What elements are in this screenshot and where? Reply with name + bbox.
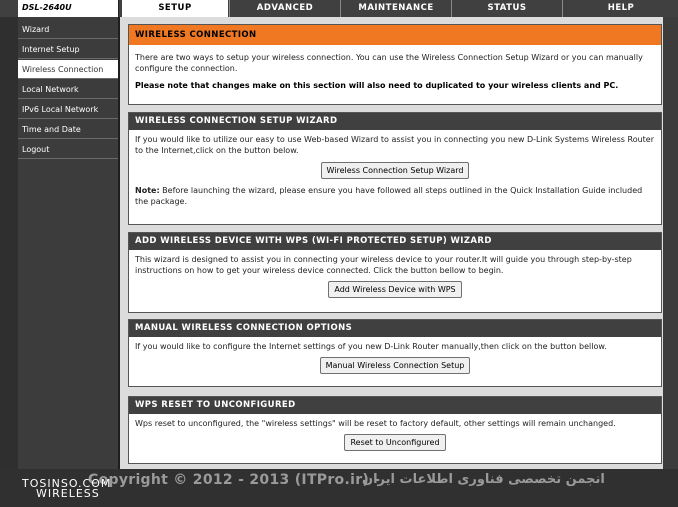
wps-wizard-section xyxy=(128,232,662,313)
note-label: Note: xyxy=(135,186,160,195)
tab-help[interactable]: HELP xyxy=(562,0,678,17)
left-frame-strip xyxy=(0,0,18,507)
manual-options-section xyxy=(128,319,662,387)
model-name: DSL-2640U xyxy=(22,3,72,12)
intro-text: There are two ways to setup your wireless connection. You can use the Wireless Connection Setup Wizard or you can manually configure the connection. xyxy=(135,53,643,73)
sidebar-item-wireless-connection[interactable]: Wireless Connection xyxy=(18,60,118,79)
sidebar-item-local-network[interactable]: Local Network xyxy=(18,80,118,99)
section-title: ADD WIRELESS DEVICE WITH WPS (WI-FI PROTECTED SETUP) WIZARD xyxy=(129,233,661,250)
tab-advanced[interactable]: ADVANCED xyxy=(229,0,340,17)
section-title: MANUAL WIRELESS CONNECTION OPTIONS xyxy=(129,320,661,337)
wireless-connection-setup-wizard-button[interactable]: Wireless Connection Setup Wizard xyxy=(321,162,470,179)
wps-reset-text: Wps reset to unconfigured, the "wireless settings" will be reset to factory default, other settings will remain unchanged. xyxy=(135,419,616,428)
wireless-connection-section xyxy=(128,24,662,105)
manual-wireless-connection-setup-button[interactable]: Manual Wireless Connection Setup xyxy=(320,357,471,374)
sidebar-item-logout[interactable]: Logout xyxy=(18,140,118,159)
wizard-note xyxy=(135,185,655,207)
right-frame-strip xyxy=(663,17,678,507)
sidebar-item-internet-setup[interactable]: Internet Setup xyxy=(18,40,118,59)
reset-to-unconfigured-button[interactable]: Reset to Unconfigured xyxy=(344,434,445,451)
setup-wizard-section xyxy=(128,112,662,225)
watermark-word: WIRELESS xyxy=(36,487,100,500)
model-label-box xyxy=(18,0,119,17)
tab-status[interactable]: STATUS xyxy=(451,0,562,17)
section-title: WIRELESS CONNECTION xyxy=(129,25,661,45)
tab-setup[interactable]: SETUP xyxy=(122,0,228,18)
footer-arabic-text: انجمن تخصصی فناوری اطلاعات ایران xyxy=(362,472,605,487)
wps-reset-section xyxy=(128,396,662,464)
watermark-site: TOSINSO.COM xyxy=(22,477,112,490)
section-title: WPS RESET TO UNCONFIGURED xyxy=(129,397,661,414)
note-text: Before launching the wizard, please ensure you have followed all steps outlined in the Quick Installation Guide included the package. xyxy=(135,186,643,206)
sidebar-item-time-and-date[interactable]: Time and Date xyxy=(18,120,118,139)
wps-text: This wizard is designed to assist you in connecting your wireless device to your router.It will guide you through step-by-step instructions on how to get your wireless device connected. Click the button bellow to begin. xyxy=(135,255,632,275)
sidebar xyxy=(18,17,120,469)
sidebar-item-wizard[interactable]: Wizard xyxy=(18,20,118,39)
sidebar-item-ipv6-local-network[interactable]: IPv6 Local Network xyxy=(18,100,118,119)
footer-copyright: Copyright © 2012 - 2013 (ITPro.ir) - xyxy=(88,472,381,488)
tab-maintenance[interactable]: MAINTENANCE xyxy=(340,0,451,17)
wizard-text: If you would like to utilize our easy to use Web-based Wizard to assist you in connecting you new D-Link Systems Wireless Router to the Internet,click on the button below. xyxy=(135,135,655,155)
manual-text: If you would like to configure the Internet settings of you new D-Link Router manually,then click on the button bellow. xyxy=(135,342,607,351)
section-title: WIRELESS CONNECTION SETUP WIZARD xyxy=(129,113,661,130)
changes-note: Please note that changes make on this section will also need to duplicated to your wireless clients and PC. xyxy=(135,81,619,90)
add-wireless-device-wps-button[interactable]: Add Wireless Device with WPS xyxy=(328,281,461,298)
